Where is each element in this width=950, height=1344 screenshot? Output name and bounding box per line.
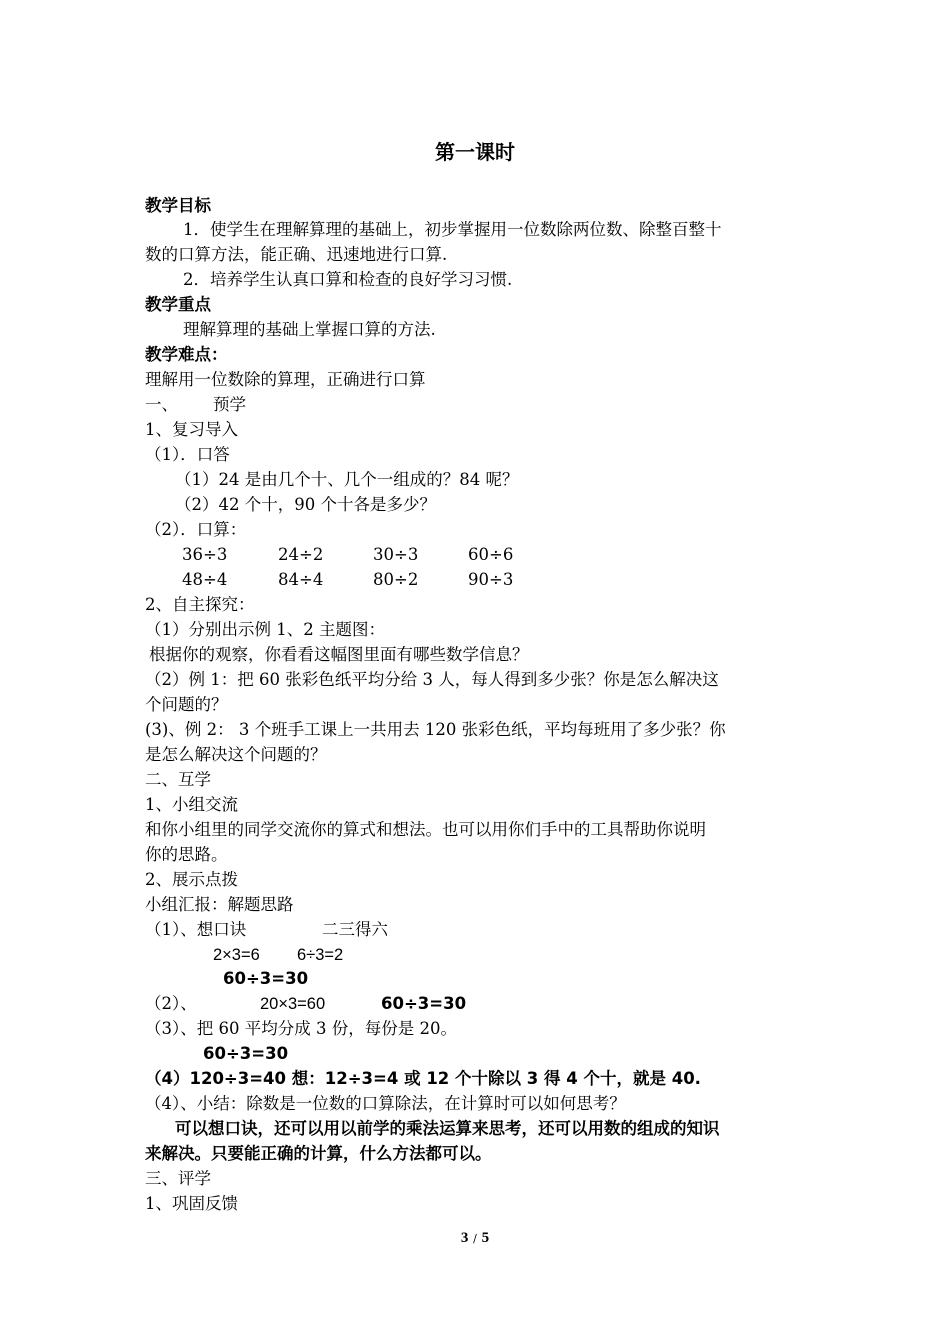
explore-1: （1）分别出示例 1、2 主题图： — [145, 620, 385, 639]
page-title: 第一课时 — [435, 140, 515, 164]
question-1: （1）24 是由几个十、几个一组成的？84 呢？ — [175, 470, 519, 489]
group-discussion-line-a: 和你小组里的同学交流你的算式和想法。也可以用你们手中的工具帮助你说明 — [145, 820, 706, 839]
part-3-item-1: 1、巩固反馈 — [145, 1194, 238, 1213]
total-pages: 5 — [481, 1230, 490, 1246]
method-1-result: 60÷3=30 — [223, 969, 309, 988]
part-1-number: 一、 — [145, 395, 178, 414]
method-3-result: 60÷3=30 — [203, 1044, 289, 1063]
oral-calc-item: 84÷4 — [278, 570, 324, 589]
oral-calc-item: 30÷3 — [373, 545, 419, 564]
key-heading: 教学重点 — [145, 295, 211, 314]
part-1-item-1: 1、复习导入 — [145, 420, 238, 439]
key-text: 理解算理的基础上掌握口算的方法. — [183, 320, 436, 339]
summary-answer-line-b: 来解决。只要能正确的计算，什么方法都可以。 — [145, 1144, 492, 1163]
method-2-label: （2）、 — [145, 994, 197, 1013]
part-1-name: 预学 — [213, 395, 246, 414]
difficulty-text: 理解用一位数除的算理，正确进行口算 — [145, 370, 426, 389]
goal-1-line-b: 数的口算方法，能正确、迅速地进行口算. — [145, 245, 448, 264]
oral-calc-item: 90÷3 — [468, 570, 514, 589]
page-separator: / — [473, 1232, 477, 1245]
part-2-item-1: 1、小组交流 — [145, 795, 238, 814]
oral-calc-item: 60÷6 — [468, 545, 514, 564]
part-1-item-2: 2、自主探究： — [145, 595, 255, 614]
part-2-heading: 二、互学 — [145, 770, 211, 789]
oral-calc-item: 48÷4 — [182, 570, 228, 589]
oral-calc-heading: （2）．口算： — [145, 520, 247, 539]
example-1-line-a: （2）例 1：把 60 张彩色纸平均分给 3 人，每人得到多少张？你是怎么解决这 — [145, 670, 719, 689]
goals-heading: 教学目标 — [145, 196, 211, 215]
goal-2: 2．培养学生认真口算和检查的良好学习习惯. — [183, 270, 513, 289]
difficulty-heading: 教学难点： — [145, 345, 228, 364]
page-number — [0, 1228, 950, 1247]
example-2-line-a: (3)、例 2： 3 个班手工课上一共用去 120 张彩色纸，平均每班用了多少张？你 — [145, 720, 726, 739]
current-page: 3 — [460, 1230, 469, 1246]
method-1-label: （1）、想口诀 — [145, 920, 247, 939]
oral-calc-item: 24÷2 — [278, 545, 324, 564]
oral-calc-item: 80÷2 — [373, 570, 419, 589]
method-4: （4）120÷3=40 想：12÷3=4 或 12 个十除以 3 得 4 个十，就是 40. — [145, 1069, 701, 1088]
explore-2: 根据你的观察，你看看这幅图里面有哪些数学信息？ — [149, 645, 529, 664]
summary-answer-line-a: 可以想口诀，还可以用以前学的乘法运算来思考，还可以用数的组成的知识 — [175, 1119, 720, 1138]
goal-1-line-a: 1．使学生在理解算理的基础上，初步掌握用一位数除两位数、除整百整十 — [183, 220, 722, 239]
method-2-calc: 20×3=60 — [260, 995, 326, 1013]
summary-question: （4）、小结：除数是一位数的口算除法，在计算时可以如何思考？ — [145, 1094, 626, 1113]
part-2-item-2: 2、展示点拨 — [145, 870, 238, 889]
method-1-rhyme: 二三得六 — [322, 920, 388, 939]
method-2-result: 60÷3=30 — [381, 994, 467, 1013]
example-2-line-b: 是怎么解决这个问题的？ — [145, 745, 327, 764]
method-1-calc-b: 6÷3=2 — [297, 946, 344, 964]
example-1-line-b: 个问题的？ — [145, 695, 228, 714]
method-1-calc-a: 2×3=6 — [213, 946, 260, 964]
oral-calc-item: 36÷3 — [182, 545, 228, 564]
question-2: （2）42 个十，90 个十各是多少？ — [175, 495, 436, 514]
part-3-heading: 三、评学 — [145, 1169, 211, 1188]
group-discussion-line-b: 你的思路。 — [145, 845, 228, 864]
method-3-label: （3）、把 60 平均分成 3 份，每份是 20。 — [145, 1019, 457, 1038]
oral-answer-heading: （1）．口答 — [145, 445, 230, 464]
group-report: 小组汇报：解题思路 — [145, 895, 294, 914]
